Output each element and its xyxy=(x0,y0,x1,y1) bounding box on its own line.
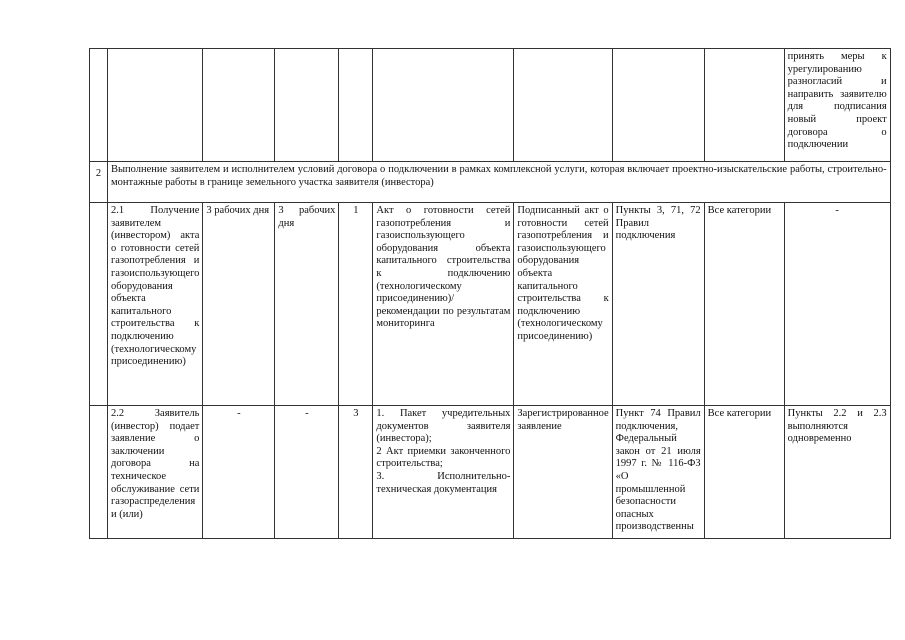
category-cell: Все категории xyxy=(704,406,784,539)
result-cell: Зарегистрированное заявление xyxy=(514,406,612,539)
procedure-table xyxy=(89,48,891,539)
top-row-note: принять меры к урегулированию разногласий и направить заявителю для подписания новый проект договора о подключении xyxy=(784,49,890,162)
term-max: - xyxy=(203,406,275,539)
term-max: 3 рабочих дня xyxy=(203,203,275,406)
section-title: Выполнение заявителем и исполнителем условий договора о подключении в рамках комплексной услуги, которая включает проектно-изыскательские работы, строительно-монтажные работы в границе земельного участка заявителя (инвестора) xyxy=(108,162,891,203)
documents-cell: 1. Пакет учредительных документов заявителя (инвестора); 2 Акт приемки законченного строительства; 3. Исполнительно-техническая документация xyxy=(373,406,514,539)
category-cell: Все категории xyxy=(704,203,784,406)
notes-cell: - xyxy=(784,203,890,406)
count-cell: 1 xyxy=(339,203,373,406)
step-description: 2.1 Получение заявителем (инвестором) акта о готовности сетей газопотребления и газоиспользующего оборудования объекта капитального строительства к подключению (технологическому присоединению) xyxy=(108,203,203,406)
term-min: 3 рабочих дня xyxy=(275,203,339,406)
term-min: - xyxy=(275,406,339,539)
legal-basis-cell: Пункты 3, 71, 72 Правил подключения xyxy=(612,203,704,406)
documents-cell: Акт о готовности сетей газопотребления и газоиспользующего оборудования объекта капитального строительства к подключению (технологическому присоединению)/рекомендации по результатам мониторинга xyxy=(373,203,514,406)
step-description: 2.2 Заявитель (инвестор) подает заявление о заключении договора на техническое обслуживание сети газораспределения и (или) xyxy=(108,406,203,539)
table-row xyxy=(90,203,891,406)
count-cell: 3 xyxy=(339,406,373,539)
section-row xyxy=(90,162,891,203)
result-cell: Подписанный акт о готовности сетей газопотребления и газоиспользующего оборудования объекта капитального строительства к подключению (технологическому присоединению) xyxy=(514,203,612,406)
table-row xyxy=(90,49,891,162)
legal-basis-cell: Пункт 74 Правил подключения, Федеральный закон от 21 июля 1997 г. № 116-ФЗ «О промышленной безопасности опасных производственны xyxy=(612,406,704,539)
table-row xyxy=(90,406,891,539)
section-number: 2 xyxy=(90,162,108,203)
notes-cell: Пункты 2.2 и 2.3 выполняются одновременно xyxy=(784,406,890,539)
